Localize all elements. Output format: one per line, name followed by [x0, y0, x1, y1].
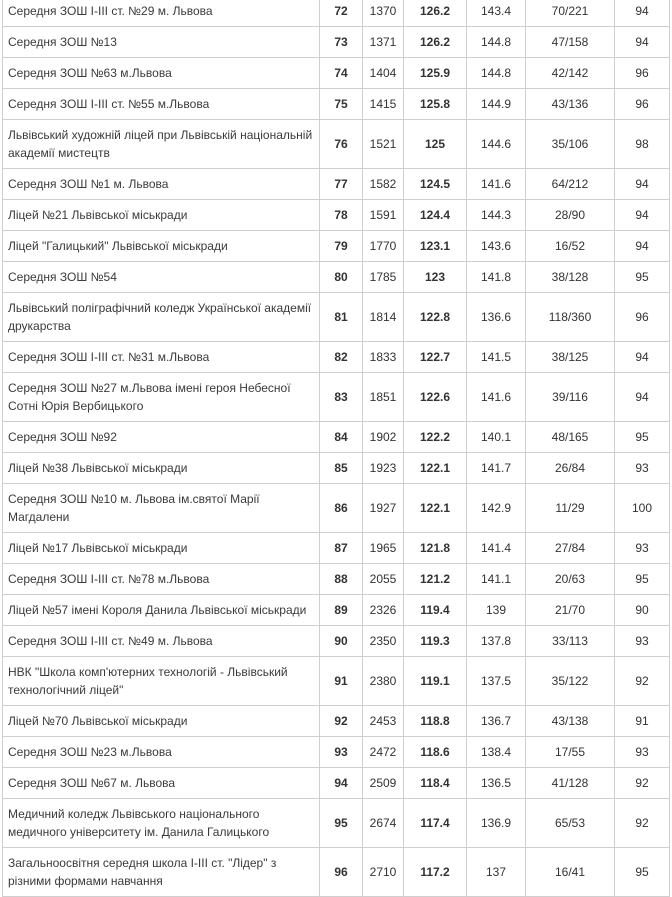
score-cell: 118.8	[404, 706, 467, 737]
average-cell: 141.6	[467, 373, 526, 422]
score-cell: 121.2	[404, 564, 467, 595]
table-row	[3, 422, 670, 453]
table-row	[3, 293, 670, 342]
percent-cell: 93	[615, 737, 670, 768]
ratio-cell: 48/165	[526, 422, 615, 453]
average-cell: 143.4	[467, 0, 526, 27]
percent-cell: 95	[615, 564, 670, 595]
table-row	[3, 262, 670, 293]
percent-cell: 96	[615, 89, 670, 120]
ratio-cell: 27/84	[526, 533, 615, 564]
school-name-cell: Львівський поліграфічний коледж Української академії друкарства	[3, 293, 320, 342]
ratio-cell: 42/142	[526, 58, 615, 89]
score-cell: 122.2	[404, 422, 467, 453]
rank-cell: 80	[320, 262, 363, 293]
overall-position-cell: 2509	[363, 768, 404, 799]
school-name-cell: Середня ЗОШ №1 м. Львова	[3, 169, 320, 200]
score-cell: 125	[404, 120, 467, 169]
school-name-cell: Ліцей "Галицький" Львівської міськради	[3, 231, 320, 262]
percent-cell: 90	[615, 595, 670, 626]
ratio-cell: 64/212	[526, 169, 615, 200]
score-cell: 119.3	[404, 626, 467, 657]
percent-cell: 94	[615, 231, 670, 262]
rank-cell: 83	[320, 373, 363, 422]
ratio-cell: 20/63	[526, 564, 615, 595]
overall-position-cell: 1582	[363, 169, 404, 200]
rank-cell: 94	[320, 768, 363, 799]
overall-position-cell: 1371	[363, 27, 404, 58]
average-cell: 137	[467, 848, 526, 897]
average-cell: 141.4	[467, 533, 526, 564]
table-row	[3, 0, 670, 27]
school-name-cell: Ліцей №38 Львівської міськради	[3, 453, 320, 484]
rank-cell: 90	[320, 626, 363, 657]
percent-cell: 98	[615, 120, 670, 169]
school-name-cell: Середня ЗОШ №67 м. Львова	[3, 768, 320, 799]
school-name-cell: Середня ЗОШ №10 м. Львова ім.святої Марії Магдалени	[3, 484, 320, 533]
rank-cell: 96	[320, 848, 363, 897]
school-name-cell: Середня ЗОШ №92	[3, 422, 320, 453]
overall-position-cell: 2055	[363, 564, 404, 595]
overall-position-cell: 1833	[363, 342, 404, 373]
rank-cell: 81	[320, 293, 363, 342]
percent-cell: 95	[615, 848, 670, 897]
score-cell: 122.7	[404, 342, 467, 373]
school-name-cell: Середня ЗОШ І-ІІІ ст. №55 м.Львова	[3, 89, 320, 120]
percent-cell: 95	[615, 262, 670, 293]
score-cell: 122.8	[404, 293, 467, 342]
school-name-cell: Середня ЗОШ І-ІІІ ст. №29 м. Львова	[3, 0, 320, 27]
average-cell: 140.1	[467, 422, 526, 453]
overall-position-cell: 1814	[363, 293, 404, 342]
percent-cell: 93	[615, 626, 670, 657]
rank-cell: 75	[320, 89, 363, 120]
average-cell: 136.9	[467, 799, 526, 848]
table-row	[3, 737, 670, 768]
overall-position-cell: 2350	[363, 626, 404, 657]
overall-position-cell: 1927	[363, 484, 404, 533]
ratio-cell: 35/122	[526, 657, 615, 706]
average-cell: 136.7	[467, 706, 526, 737]
score-cell: 123.1	[404, 231, 467, 262]
overall-position-cell: 2472	[363, 737, 404, 768]
table-row	[3, 595, 670, 626]
average-cell: 136.6	[467, 293, 526, 342]
average-cell: 141.7	[467, 453, 526, 484]
percent-cell: 94	[615, 373, 670, 422]
percent-cell: 92	[615, 799, 670, 848]
percent-cell: 91	[615, 706, 670, 737]
overall-position-cell: 1370	[363, 0, 404, 27]
rank-cell: 82	[320, 342, 363, 373]
school-name-cell: Ліцей №17 Львівської міськради	[3, 533, 320, 564]
average-cell: 141.5	[467, 342, 526, 373]
average-cell: 139	[467, 595, 526, 626]
ratio-cell: 21/70	[526, 595, 615, 626]
rank-cell: 73	[320, 27, 363, 58]
overall-position-cell: 1851	[363, 373, 404, 422]
table-row	[3, 706, 670, 737]
school-name-cell: Середня ЗОШ І-ІІІ ст. №49 м. Львова	[3, 626, 320, 657]
school-name-cell: Загальноосвітня середня школа І-ІІІ ст. "Лідер" з різними формами навчання	[3, 848, 320, 897]
table-row	[3, 533, 670, 564]
ratio-cell: 28/90	[526, 200, 615, 231]
percent-cell: 94	[615, 0, 670, 27]
ratio-cell: 16/52	[526, 231, 615, 262]
percent-cell: 93	[615, 453, 670, 484]
table-row	[3, 342, 670, 373]
school-name-cell: Ліцей №70 Львівської міськради	[3, 706, 320, 737]
ratio-cell: 38/125	[526, 342, 615, 373]
average-cell: 144.8	[467, 58, 526, 89]
overall-position-cell: 2326	[363, 595, 404, 626]
average-cell: 144.8	[467, 27, 526, 58]
percent-cell: 94	[615, 169, 670, 200]
ratio-cell: 33/113	[526, 626, 615, 657]
score-cell: 117.4	[404, 799, 467, 848]
rank-cell: 77	[320, 169, 363, 200]
table-row	[3, 200, 670, 231]
average-cell: 144.3	[467, 200, 526, 231]
average-cell: 144.6	[467, 120, 526, 169]
average-cell: 138.4	[467, 737, 526, 768]
percent-cell: 93	[615, 533, 670, 564]
table-row	[3, 453, 670, 484]
score-cell: 126.2	[404, 0, 467, 27]
table-row	[3, 120, 670, 169]
overall-position-cell: 1965	[363, 533, 404, 564]
percent-cell: 94	[615, 342, 670, 373]
average-cell: 136.5	[467, 768, 526, 799]
table-row	[3, 373, 670, 422]
percent-cell: 95	[615, 422, 670, 453]
average-cell: 143.6	[467, 231, 526, 262]
score-cell: 122.1	[404, 453, 467, 484]
school-name-cell: Середня ЗОШ №27 м.Львова імені героя Небесної Сотні Юрія Вербицького	[3, 373, 320, 422]
score-cell: 122.1	[404, 484, 467, 533]
percent-cell: 92	[615, 768, 670, 799]
overall-position-cell: 1415	[363, 89, 404, 120]
overall-position-cell: 1404	[363, 58, 404, 89]
rank-cell: 95	[320, 799, 363, 848]
rank-cell: 72	[320, 0, 363, 27]
score-cell: 126.2	[404, 27, 467, 58]
school-name-cell: Середня ЗОШ І-ІІІ ст. №31 м.Львова	[3, 342, 320, 373]
overall-position-cell: 1902	[363, 422, 404, 453]
average-cell: 137.8	[467, 626, 526, 657]
table-row	[3, 657, 670, 706]
ratio-cell: 47/158	[526, 27, 615, 58]
school-name-cell: НВК "Школа комп'ютерних технологій - Львівський технологічний ліцей"	[3, 657, 320, 706]
rank-cell: 76	[320, 120, 363, 169]
table-row	[3, 89, 670, 120]
percent-cell: 100	[615, 484, 670, 533]
school-name-cell: Середня ЗОШ №13	[3, 27, 320, 58]
percent-cell: 92	[615, 657, 670, 706]
school-name-cell: Ліцей №57 імені Короля Данила Львівської міськради	[3, 595, 320, 626]
table-row	[3, 169, 670, 200]
overall-position-cell: 1923	[363, 453, 404, 484]
rank-cell: 88	[320, 564, 363, 595]
ratio-cell: 17/55	[526, 737, 615, 768]
percent-cell: 94	[615, 200, 670, 231]
table-row	[3, 799, 670, 848]
table-row	[3, 58, 670, 89]
school-name-cell: Середня ЗОШ №23 м.Львова	[3, 737, 320, 768]
rank-cell: 85	[320, 453, 363, 484]
percent-cell: 96	[615, 58, 670, 89]
overall-position-cell: 1591	[363, 200, 404, 231]
average-cell: 141.8	[467, 262, 526, 293]
table-row	[3, 626, 670, 657]
ratio-cell: 70/221	[526, 0, 615, 27]
score-cell: 125.8	[404, 89, 467, 120]
school-name-cell: Ліцей №21 Львівської міськради	[3, 200, 320, 231]
school-name-cell: Середня ЗОШ №63 м.Львова	[3, 58, 320, 89]
score-cell: 118.4	[404, 768, 467, 799]
ratio-cell: 41/128	[526, 768, 615, 799]
score-cell: 122.6	[404, 373, 467, 422]
table-row	[3, 848, 670, 897]
overall-position-cell: 2380	[363, 657, 404, 706]
ratio-cell: 11/29	[526, 484, 615, 533]
rank-cell: 78	[320, 200, 363, 231]
ratio-cell: 38/128	[526, 262, 615, 293]
school-name-cell: Львівський художній ліцей при Львівській національній академії мистецтв	[3, 120, 320, 169]
average-cell: 141.1	[467, 564, 526, 595]
overall-position-cell: 2710	[363, 848, 404, 897]
score-cell: 118.6	[404, 737, 467, 768]
ratio-cell: 65/53	[526, 799, 615, 848]
rank-cell: 86	[320, 484, 363, 533]
score-cell: 119.4	[404, 595, 467, 626]
score-cell: 119.1	[404, 657, 467, 706]
score-cell: 124.4	[404, 200, 467, 231]
ratio-cell: 118/360	[526, 293, 615, 342]
school-name-cell: Середня ЗОШ І-ІІІ ст. №78 м.Львова	[3, 564, 320, 595]
rank-cell: 93	[320, 737, 363, 768]
rank-cell: 92	[320, 706, 363, 737]
percent-cell: 94	[615, 27, 670, 58]
ratio-cell: 26/84	[526, 453, 615, 484]
ratio-cell: 43/138	[526, 706, 615, 737]
school-name-cell: Медичний коледж Львівського національного медичного університету ім. Данила Галицького	[3, 799, 320, 848]
rank-cell: 74	[320, 58, 363, 89]
score-cell: 121.8	[404, 533, 467, 564]
ranking-table-body	[3, 0, 670, 897]
overall-position-cell: 1521	[363, 120, 404, 169]
table-row	[3, 768, 670, 799]
score-cell: 123	[404, 262, 467, 293]
table-row	[3, 231, 670, 262]
average-cell: 141.6	[467, 169, 526, 200]
overall-position-cell: 2674	[363, 799, 404, 848]
overall-position-cell: 1770	[363, 231, 404, 262]
rank-cell: 87	[320, 533, 363, 564]
overall-position-cell: 2453	[363, 706, 404, 737]
ratio-cell: 43/136	[526, 89, 615, 120]
score-cell: 125.9	[404, 58, 467, 89]
average-cell: 144.9	[467, 89, 526, 120]
table-row	[3, 564, 670, 595]
score-cell: 124.5	[404, 169, 467, 200]
ratio-cell: 39/116	[526, 373, 615, 422]
average-cell: 142.9	[467, 484, 526, 533]
rank-cell: 79	[320, 231, 363, 262]
school-name-cell: Середня ЗОШ №54	[3, 262, 320, 293]
ratio-cell: 35/106	[526, 120, 615, 169]
overall-position-cell: 1785	[363, 262, 404, 293]
table-row	[3, 27, 670, 58]
table-row	[3, 484, 670, 533]
rank-cell: 84	[320, 422, 363, 453]
percent-cell: 96	[615, 293, 670, 342]
rank-cell: 89	[320, 595, 363, 626]
average-cell: 137.5	[467, 657, 526, 706]
ratio-cell: 16/41	[526, 848, 615, 897]
score-cell: 117.2	[404, 848, 467, 897]
ranking-table	[2, 0, 670, 897]
rank-cell: 91	[320, 657, 363, 706]
